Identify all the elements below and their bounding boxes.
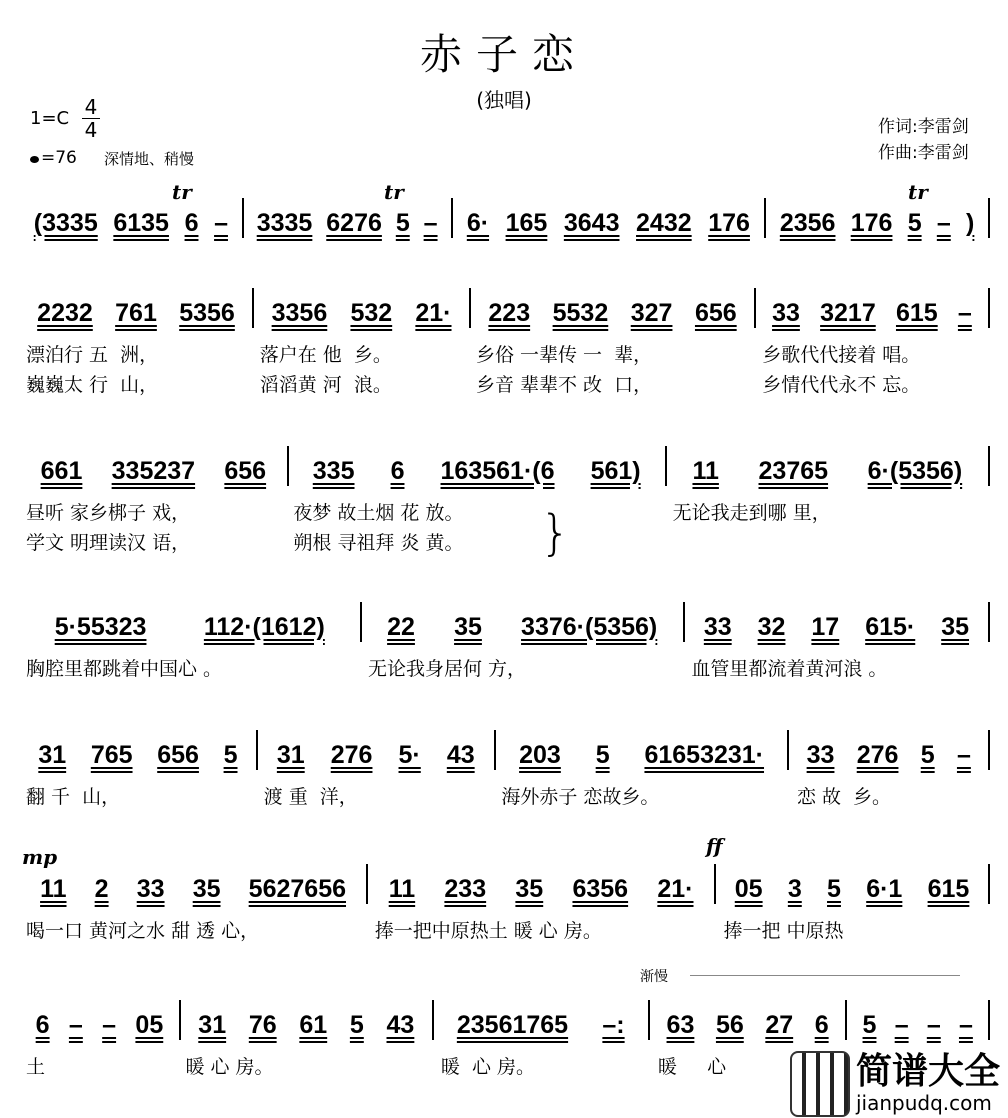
note-group: 5627656 [248, 875, 346, 903]
note-group: 2356 [779, 209, 836, 237]
note-group: – [958, 1011, 973, 1039]
lyrics-row [20, 652, 990, 682]
lyric-segment: 朔根 寻祖拜 炎 黄。 [293, 531, 464, 554]
note-group: 76 [248, 1011, 277, 1039]
lyric-segment: 无论我身居何 方， [368, 657, 527, 680]
note-group: 276 [330, 741, 373, 769]
measure [648, 1000, 846, 1040]
trill-mark: tr [384, 180, 404, 204]
note-group: 33 [772, 299, 800, 327]
note-group: 276 [856, 741, 899, 769]
note-group: 11 [388, 875, 416, 903]
lyrics-row [20, 526, 990, 556]
lyric-segment: 学文 明理读汉 语， [26, 531, 191, 554]
ritardando: 渐慢 [640, 969, 668, 985]
note-group: 5532 [552, 299, 609, 327]
note-group: 33 [703, 613, 732, 641]
lyric-segment: 乡俗 一辈传 一 辈， [475, 343, 653, 366]
note-group: 05 [135, 1011, 164, 1039]
measure [20, 730, 256, 770]
note-group: 5 [223, 741, 238, 769]
note-group: 31 [276, 741, 305, 769]
note-group: 656 [157, 741, 199, 769]
note-group: 335237 [111, 457, 196, 485]
measure [451, 198, 765, 238]
measure [20, 1000, 179, 1040]
measure [360, 602, 683, 642]
note-group: 35 [454, 613, 482, 641]
note-group: 335 [312, 457, 355, 485]
piano-icon [790, 1051, 850, 1117]
lyric-segment: 巍巍太 行 山， [26, 373, 159, 396]
note-group: 5 [395, 209, 410, 237]
subtitle: (独唱) [476, 88, 532, 112]
note-group: 35 [515, 875, 544, 903]
note-group: 176 [708, 209, 750, 237]
note-group: 6 [184, 209, 199, 237]
note-group: 05 [734, 875, 763, 903]
note-group: 6· [466, 209, 490, 237]
note-group: 3217 [820, 299, 876, 327]
note-group: 5·55323 [54, 613, 147, 641]
notes-row [20, 1000, 990, 1040]
lyric-segment: 渡 重 洋， [263, 785, 358, 808]
note-group: 27 [765, 1011, 794, 1039]
note-group: 6276 [326, 209, 382, 237]
note-group: 35 [941, 613, 970, 641]
note-group: 3335 [256, 209, 313, 237]
score-line [20, 446, 990, 556]
note-group: 5 [920, 741, 935, 769]
measure [469, 288, 754, 328]
note-group: 6·1 [866, 875, 903, 903]
quarter-note-icon [30, 156, 39, 163]
note-group: 532 [350, 299, 393, 327]
brace-icon: } [540, 505, 571, 561]
note-group: – [423, 209, 438, 237]
trill-mark: tr [172, 180, 192, 204]
lyric-segment: 乡情代代永不 忘。 [762, 373, 921, 396]
notes-row [20, 864, 990, 904]
note-group: ) [966, 209, 975, 237]
note-group: 17 [811, 613, 840, 641]
score-line [20, 198, 990, 238]
notes-row [20, 730, 990, 770]
measure [764, 198, 990, 238]
measure [252, 288, 469, 328]
note-group: 43 [386, 1011, 415, 1039]
score-line [20, 864, 990, 944]
note-group: 23765 [758, 457, 829, 485]
lyric-segment: 落户在 他 乡。 [259, 343, 392, 366]
measure [787, 730, 990, 770]
lyric-segment: 昼听 家乡梆子 戏， [26, 501, 191, 524]
note-group: 61 [299, 1011, 328, 1039]
note-group: 35 [192, 875, 221, 903]
lyric-segment: 暖 心 房。 [185, 1055, 274, 1078]
dynamic-ff: ff [706, 834, 723, 858]
notes-row [20, 602, 990, 642]
lyric-segment: 喝一口 黄河之水 甜 透 心， [26, 919, 260, 942]
lyricist: 作词:李雷剑 [878, 117, 969, 137]
note-group: 23561765 [456, 1011, 569, 1039]
lyrics-row [20, 914, 990, 944]
lyric-segment: 胸腔里都跳着中国心 。 [26, 657, 223, 680]
note-group: 6·(5356) [867, 457, 963, 485]
tempo-value: =76 [41, 148, 77, 168]
notes-row [20, 288, 990, 328]
note-group: 56 [715, 1011, 744, 1039]
key-signature: 1=C [30, 108, 70, 129]
measure [287, 446, 665, 486]
lyric-segment: 暖 心 [657, 1055, 727, 1078]
note-group: 21· [657, 875, 694, 903]
note-group: 176 [850, 209, 893, 237]
trill-mark: tr [908, 180, 928, 204]
note-group: 2 [94, 875, 109, 903]
lyric-segment: 漂泊行 五 洲， [26, 343, 159, 366]
note-group: 5 [595, 741, 610, 769]
measure [714, 864, 990, 904]
lyric-segment: 翻 千 山， [26, 785, 121, 808]
note-group: – [102, 1011, 117, 1039]
note-group: 3376·(5356) [521, 613, 658, 641]
lyric-segment: 捧一把中原热土 暖 心 房。 [374, 919, 602, 942]
note-group: 11 [692, 457, 719, 485]
note-group: 327 [630, 299, 673, 327]
lyric-segment: 乡歌代代接着 唱。 [762, 343, 921, 366]
lyric-segment: 海外赤子 恋故乡。 [501, 785, 660, 808]
time-signature [82, 96, 100, 141]
notes-row [20, 198, 990, 238]
note-group: 656 [694, 299, 737, 327]
lyric-segment: 捧一把 中原热 [723, 919, 844, 942]
song-title: 赤子恋 [419, 30, 588, 79]
score-line [20, 288, 990, 398]
measure [179, 1000, 432, 1040]
note-group: – [957, 299, 972, 327]
note-group: 5 [349, 1011, 364, 1039]
note-group: 3356 [271, 299, 328, 327]
lyric-segment: 血管里都流着黄河浪 。 [691, 657, 888, 680]
measure [754, 288, 990, 328]
note-group: 5· [398, 741, 421, 769]
time-top: 4 [84, 95, 98, 119]
note-group: 203 [519, 741, 561, 769]
dynamic-mp: mp [22, 845, 58, 869]
score-line [20, 730, 990, 810]
note-group: –: [602, 1011, 625, 1039]
lyric-segment: 无论我走到哪 里， [672, 501, 831, 524]
note-group: 561) [590, 457, 641, 485]
measure [20, 288, 252, 328]
measure [242, 198, 451, 238]
measure [845, 1000, 990, 1040]
note-group: 615 [895, 299, 938, 327]
note-group: – [68, 1011, 83, 1039]
measure [20, 602, 360, 642]
measure [432, 1000, 648, 1040]
notes-row [20, 446, 990, 486]
measure [20, 864, 366, 904]
note-group: 43 [446, 741, 475, 769]
measure [665, 446, 990, 486]
expression: 深情地、稍慢 [104, 150, 195, 168]
note-group: – [926, 1011, 941, 1039]
note-group: 615· [865, 613, 916, 641]
note-group: 63 [666, 1011, 695, 1039]
note-group: 22 [387, 613, 415, 641]
measure [683, 602, 990, 642]
note-group: 112·(1612) [203, 613, 325, 641]
note-group: 5 [907, 209, 922, 237]
note-group: 765 [90, 741, 133, 769]
measure [494, 730, 788, 770]
note-group: 31 [38, 741, 67, 769]
note-group: 33 [806, 741, 835, 769]
note-group: – [956, 741, 971, 769]
note-group: 5 [862, 1011, 877, 1039]
score-line [20, 602, 990, 682]
time-bottom: 4 [84, 118, 98, 142]
watermark-name: 简谱大全 [856, 1051, 1001, 1092]
note-group: 31 [198, 1011, 227, 1039]
note-group: 33 [136, 875, 165, 903]
lyric-segment: 土 [26, 1055, 46, 1078]
note-group: 6 [814, 1011, 829, 1039]
lyrics-row [20, 338, 990, 368]
note-group: – [214, 209, 228, 237]
note-group: 223 [488, 299, 531, 327]
note-group: 661 [40, 457, 83, 485]
note-group: 6356 [572, 875, 629, 903]
lyrics-row [20, 780, 990, 810]
note-group: 163561·(6 [440, 457, 555, 485]
note-group: 6 [35, 1011, 50, 1039]
note-group: 3643 [563, 209, 620, 237]
credits [878, 114, 969, 166]
note-group: – [936, 209, 951, 237]
measure [20, 198, 242, 238]
lyric-segment: 暖 心 房。 [440, 1055, 535, 1078]
composer: 作曲:李雷剑 [878, 143, 969, 163]
note-group: 2432 [636, 209, 692, 237]
note-group: 21· [415, 299, 452, 327]
note-group: 3 [787, 875, 802, 903]
lyric-segment: 夜梦 故土烟 花 放。 [293, 501, 464, 524]
note-group: 6135 [113, 209, 169, 237]
measure [366, 864, 714, 904]
lyrics-row [20, 368, 990, 398]
tempo [30, 148, 77, 168]
note-group: 656 [224, 457, 267, 485]
note-group: 5356 [179, 299, 235, 327]
note-group: 165 [505, 209, 548, 237]
note-group: 5 [827, 875, 841, 903]
note-group: 61653231· [644, 741, 765, 769]
note-group: 32 [757, 613, 786, 641]
watermark-logo [790, 1050, 1008, 1118]
note-group: (3335 [33, 209, 98, 237]
lyric-segment: 恋 故 乡。 [796, 785, 892, 808]
measure [256, 730, 494, 770]
measure [20, 446, 287, 486]
lyric-segment: 滔滔黄 河 浪。 [259, 373, 392, 396]
watermark-url: jianpudq.com [856, 1091, 992, 1115]
note-group: 233 [444, 875, 487, 903]
note-group: 6 [390, 457, 405, 485]
note-group: 761 [115, 299, 157, 327]
note-group: 615 [927, 875, 970, 903]
ritardando-line [690, 975, 960, 976]
lyrics-row [20, 496, 990, 526]
note-group: – [894, 1011, 909, 1039]
lyric-segment: 乡音 辈辈不 改 口， [475, 373, 653, 396]
note-group: 11 [40, 875, 67, 903]
note-group: 2232 [37, 299, 93, 327]
